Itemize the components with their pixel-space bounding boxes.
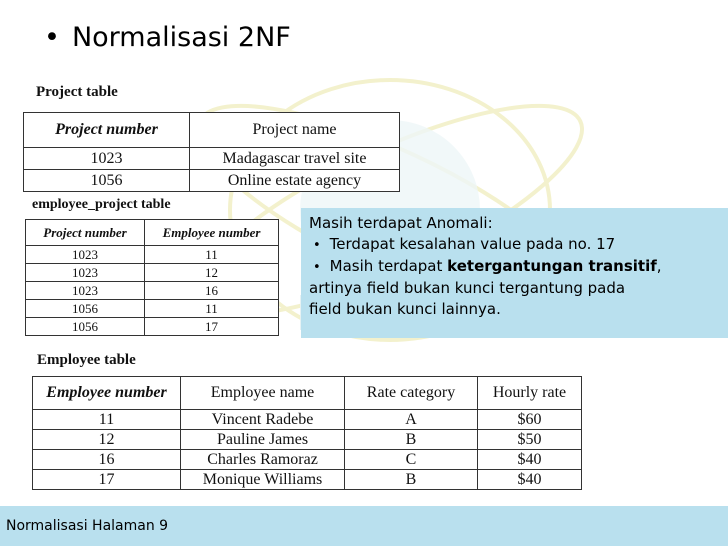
table-row [24, 148, 400, 170]
title-text: Normalisasi 2NF [71, 22, 291, 53]
anomaly-callout [301, 208, 728, 338]
table-cell: 1023 [26, 282, 145, 300]
table-header-row [26, 220, 279, 246]
table-row [26, 246, 279, 264]
column-header: Hourly rate [478, 377, 582, 410]
table-cell: 17 [33, 470, 181, 490]
table-row [33, 410, 582, 430]
column-header: Project number [24, 113, 190, 148]
footer-text: Normalisasi Halaman 9 [6, 518, 169, 534]
table-cell: C [345, 450, 478, 470]
project-table-label: Project table [36, 84, 118, 100]
table-row [26, 264, 279, 282]
employee-project-table-label: employee_project table [32, 197, 171, 212]
table-row [26, 318, 279, 336]
table-cell: 12 [33, 430, 181, 450]
table-cell: Madagascar travel site [190, 148, 400, 170]
table-cell: 11 [145, 300, 279, 318]
table-cell: 1023 [26, 246, 145, 264]
callout-bullet-1: • Terdapat kesalahan value pada no. 17 [309, 234, 720, 256]
table-cell: 16 [145, 282, 279, 300]
footer-bar [0, 506, 728, 546]
table-cell: $40 [478, 450, 582, 470]
table-row [33, 470, 582, 490]
bullet-2-bold: ketergantungan transitif [447, 257, 657, 275]
bullet-icon: • [44, 22, 60, 53]
table-cell: 1023 [26, 264, 145, 282]
employee-project-table [25, 219, 279, 336]
table-cell: 11 [33, 410, 181, 430]
table-cell: Monique Williams [181, 470, 345, 490]
column-header: Project number [26, 220, 145, 246]
table-row [26, 282, 279, 300]
table-cell: 1056 [24, 170, 190, 192]
bullet-2-suffix: , [656, 257, 662, 275]
employee-table-label: Employee table [37, 352, 136, 368]
table-cell: B [345, 430, 478, 450]
table-cell: 16 [33, 450, 181, 470]
table-cell: 1023 [24, 148, 190, 170]
column-header: Employee number [145, 220, 279, 246]
table-cell: 1056 [26, 300, 145, 318]
column-header: Employee number [33, 377, 181, 410]
callout-line-4: field bukan kunci lainnya. [309, 300, 501, 318]
callout-line-3: artinya field bukan kunci tergantung pada [309, 279, 626, 297]
table-cell: $60 [478, 410, 582, 430]
table-cell: Vincent Radebe [181, 410, 345, 430]
table-header-row [24, 113, 400, 148]
table-cell: $50 [478, 430, 582, 450]
callout-bullet-2 [309, 256, 720, 278]
table-cell: $40 [478, 470, 582, 490]
table-cell: 1056 [26, 318, 145, 336]
table-row [33, 430, 582, 450]
employee-table [32, 376, 582, 490]
table-cell: Charles Ramoraz [181, 450, 345, 470]
table-cell: A [345, 410, 478, 430]
table-cell: 17 [145, 318, 279, 336]
table-cell: 11 [145, 246, 279, 264]
table-cell: 12 [145, 264, 279, 282]
table-cell: Online estate agency [190, 170, 400, 192]
table-row [26, 300, 279, 318]
table-cell: Pauline James [181, 430, 345, 450]
project-table [23, 112, 400, 192]
column-header: Rate category [345, 377, 478, 410]
table-row [24, 170, 400, 192]
column-header: Project name [190, 113, 400, 148]
table-row [33, 450, 582, 470]
column-header: Employee name [181, 377, 345, 410]
bullet-2-prefix: Masih terdapat [329, 257, 448, 275]
callout-heading: Masih terdapat Anomali: [309, 214, 493, 232]
table-cell: B [345, 470, 478, 490]
table-header-row [33, 377, 582, 410]
